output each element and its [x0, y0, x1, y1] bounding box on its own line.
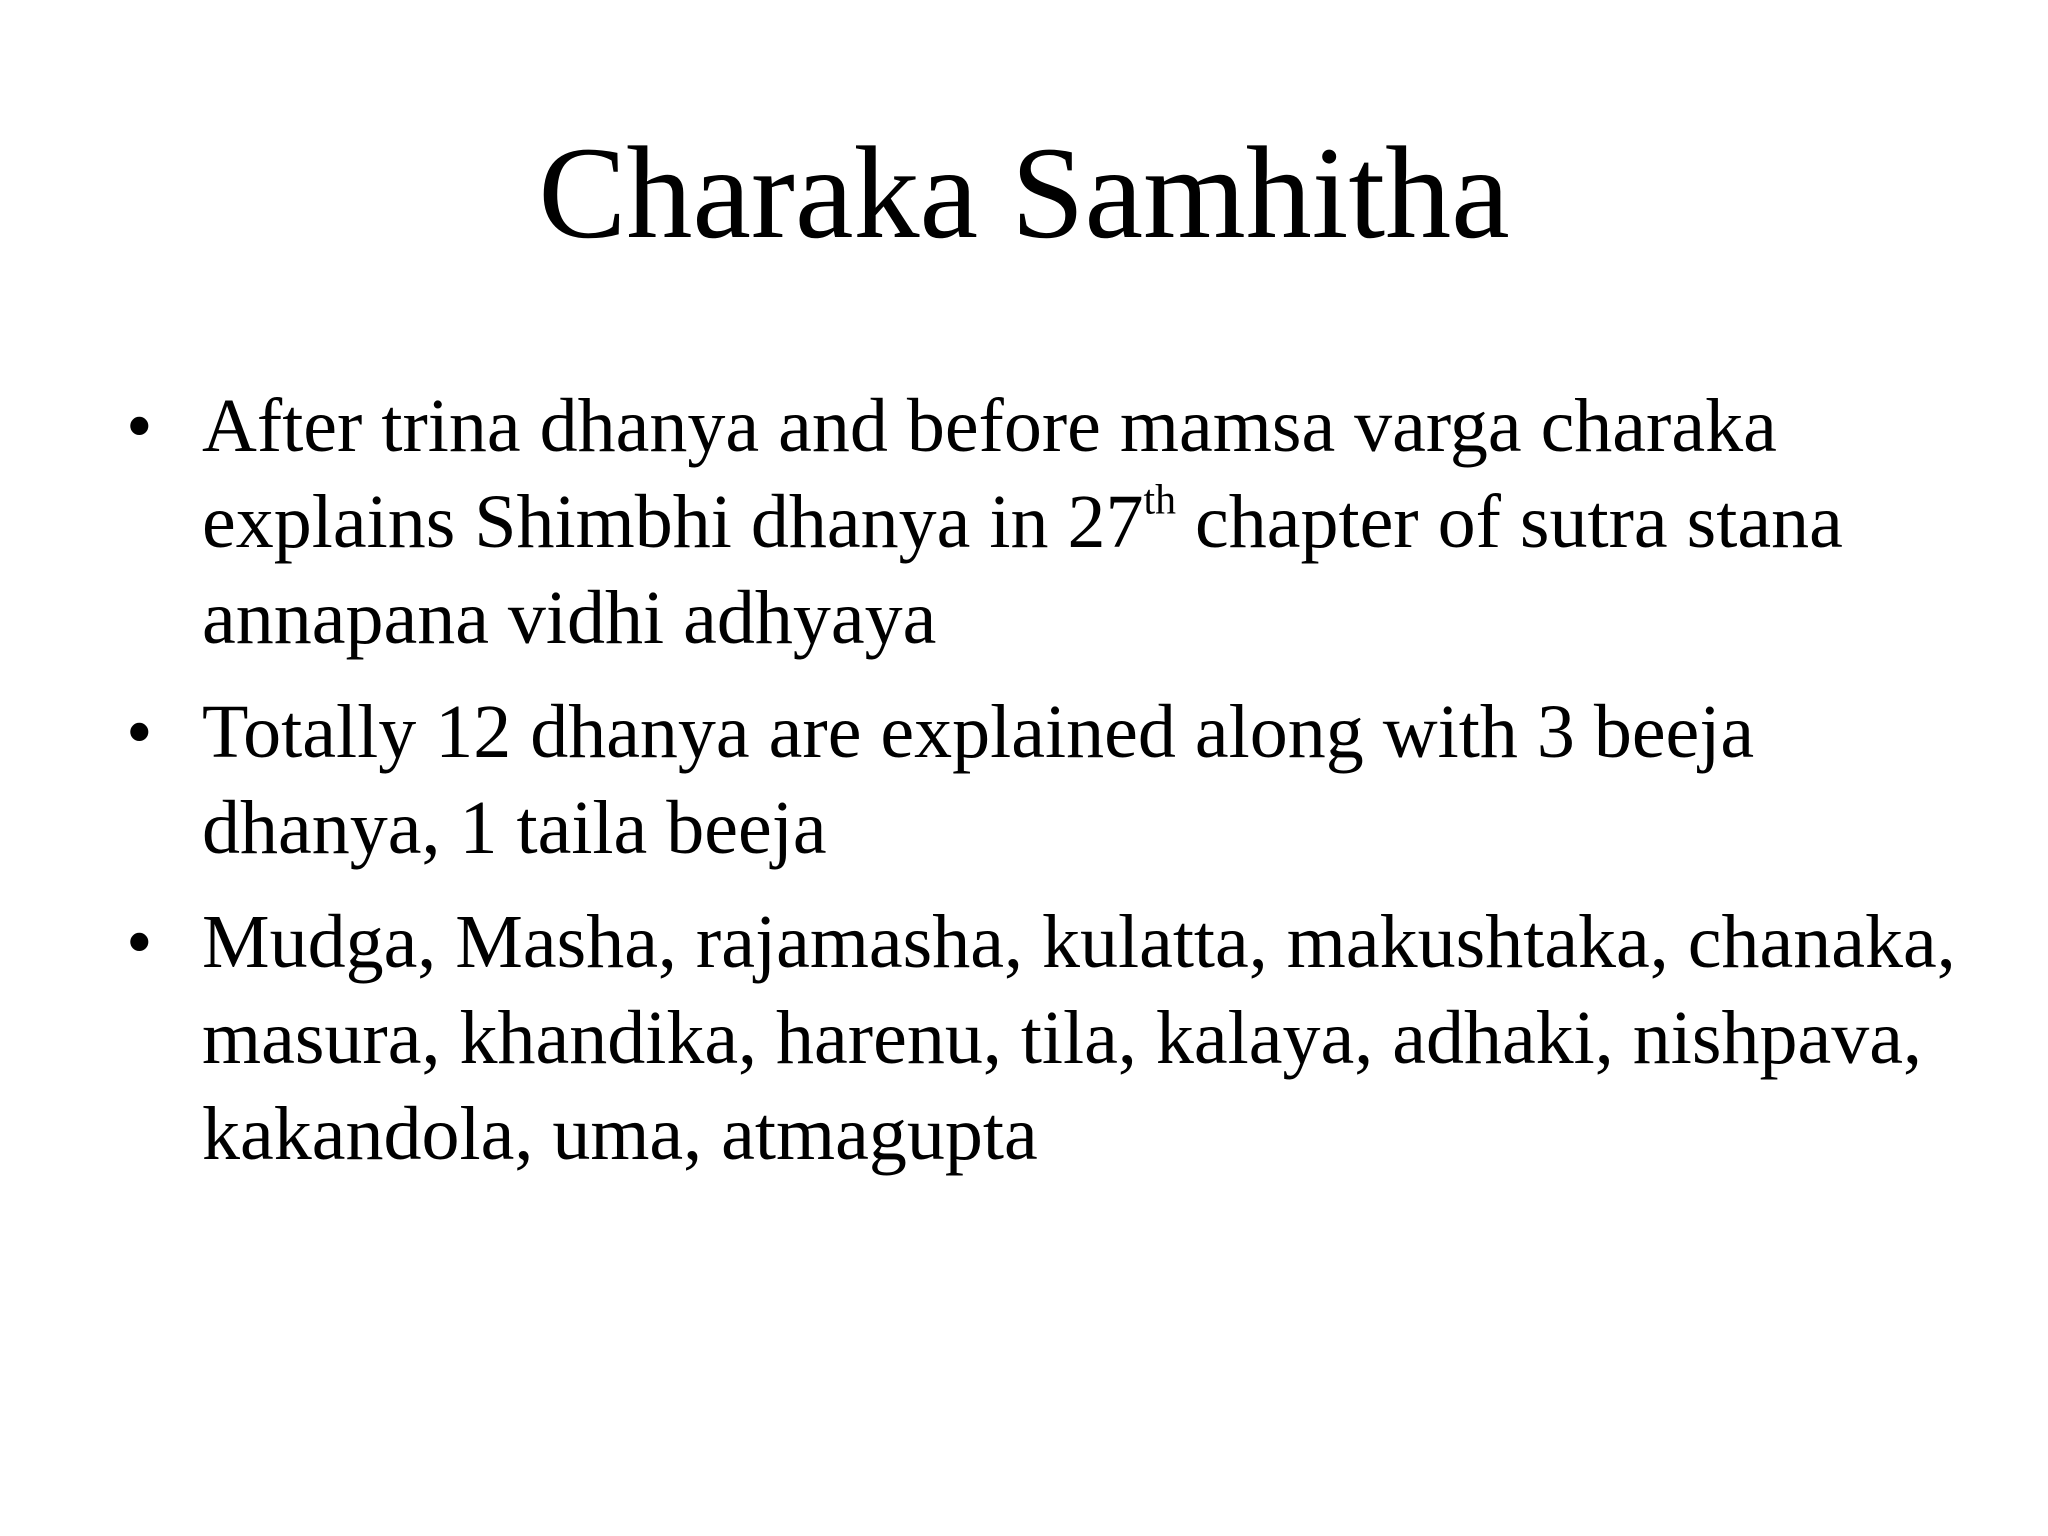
- bullet-marker: •: [126, 690, 153, 774]
- bullet-text: Totally 12 dhanya are explained along with 3 beeja dhanya, 1 taila beeja: [202, 690, 1755, 870]
- bullet-item-count: [118, 684, 1988, 876]
- bullet-marker: •: [126, 900, 153, 984]
- ordinal-superscript: th: [1143, 477, 1176, 524]
- bullet-item-chapter: [118, 378, 1988, 666]
- bullet-list: [118, 378, 1988, 1200]
- bullet-text: Mudga, Masha, rajamasha, kulatta, makushtaka, chanaka, masura, khandika, harenu, tila, kalaya, adhaki, nishpava, kakandola, uma, atmagupta: [202, 900, 1956, 1176]
- bullet-text: After trina dhanya and before mamsa varga charaka explains Shimbhi dhanya in 27: [202, 384, 1777, 564]
- bullet-text-continued: chapter of sutra stana annapana vidhi adhyaya: [202, 480, 1843, 660]
- bullet-item-list: [118, 894, 1988, 1182]
- bullet-marker: •: [126, 384, 153, 468]
- slide-title: Charaka Samhitha: [538, 119, 1510, 266]
